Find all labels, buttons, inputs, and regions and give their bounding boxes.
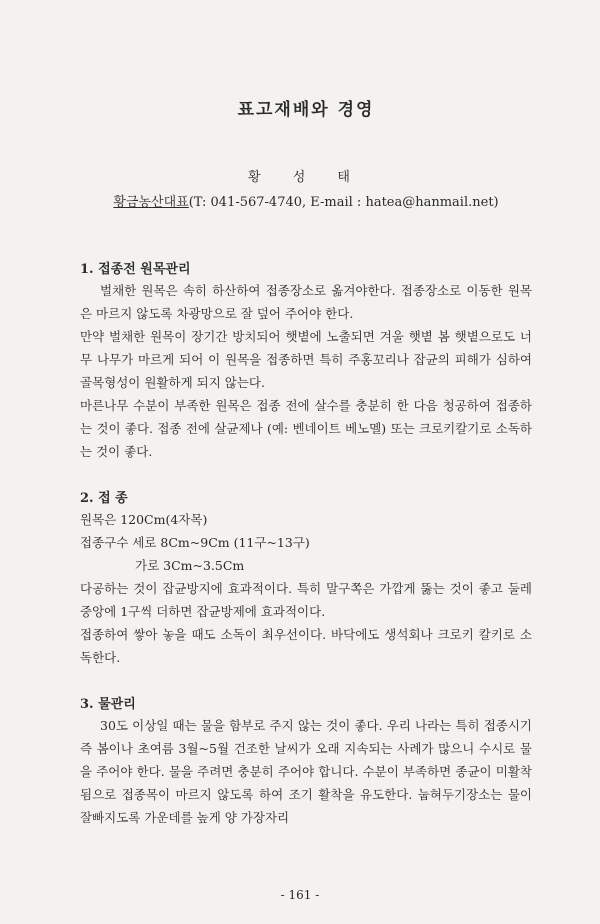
section-1 [80,258,532,463]
section-3 [80,693,532,829]
spec-line: 접종구수 세로 8Cm~9Cm (11구~13구) [80,535,310,550]
paragraph: 접종하여 쌓아 놓을 때도 소독이 최우선이다. 바닥에도 생석회나 크로키 칼키로 소독한다. [80,627,532,665]
author-name: 황 성 태 [248,170,364,185]
spec-line: 가로 3Cm~3.5Cm [135,558,245,573]
paragraph: 마른나무 수분이 부족한 원목은 접종 전에 살수를 충분히 한 다음 청공하여 접종하는 것이 좋다. 접종 전에 살균제나 (예: 벤네이트 베노멜) 또는 크로키칼기로 소독하는 것이 좋다. [80,398,532,459]
affiliation-contact: (T: 041-567-4740, E-mail : hatea@hanmail.net) [188,195,499,210]
page-number: - 161 - [280,888,320,902]
section-heading: 3. 물관리 [80,697,136,712]
paragraph: 30도 이상일 때는 물을 함부로 주지 않는 것이 좋다. 우리 나라는 특히 접종시기 즉 봄이나 초여름 3월~5월 건조한 날씨가 오래 지속되는 사례가 많으니 수시로 물을 주어야 한다. 물을 주려면 충분히 주어야 합니다. 수분이 부족하면 종균이 미활착됨으로 접종목이 마르지 않도록 하여 조기 활착을 유도한다. 눕혀두기장소는 물이 잘빠지도록 가운데를 높게 양 가장자리 [80,718,532,825]
spec-line: 원목은 120Cm(4자목) [80,512,208,527]
affiliation-org: 황금농산대표 [113,195,189,210]
author-affiliation [80,191,532,210]
paragraph: 만약 벌채한 원목이 장기간 방치되어 햇볕에 노출되면 겨울 햇볕 봄 햇볕으로도 너무 나무가 마르게 되어 이 원목을 접종하면 특히 주홍꼬리나 잡균의 피해가 심하여 골목형성이 원활하게 되지 않는다. [80,329,532,390]
section-heading: 1. 접종전 원목관리 [80,262,191,277]
paragraph: 다공하는 것이 잡균방지에 효과적이다. 특히 말구쪽은 가깝게 뚫는 것이 좋고 둘레중앙에 1구씩 더하면 잡균방제에 효과적이다. [80,581,532,619]
document-title: 표고재배와 경영 [237,100,375,120]
document-page [0,95,600,924]
section-heading: 2. 접 종 [80,491,128,506]
paragraph: 벌채한 원목은 속히 하산하여 접종장소로 옮겨야한다. 접종장소로 이동한 원목은 마르지 않도록 차광망으로 잘 덮어 주어야 한다. [80,283,532,321]
section-2 [80,487,532,669]
